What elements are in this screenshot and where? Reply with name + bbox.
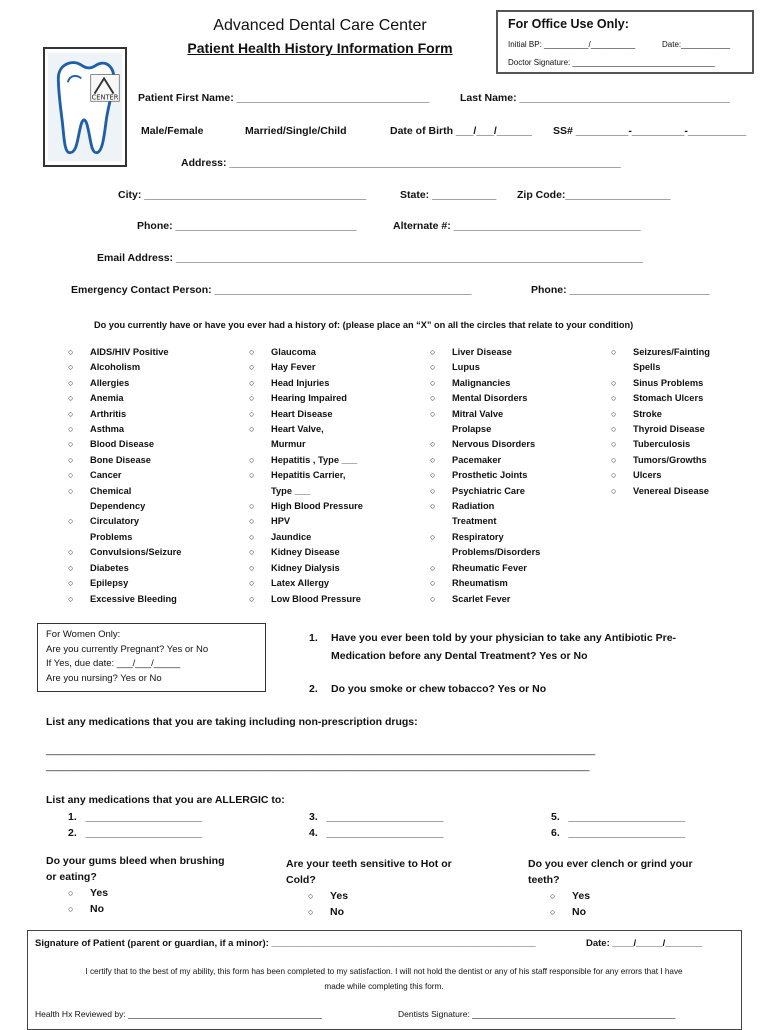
- circle-icon: ○: [68, 347, 74, 357]
- condition-label: Chemical: [90, 485, 132, 496]
- condition-glaucoma[interactable]: [249, 345, 363, 360]
- office-use-heading: For Office Use Only:: [508, 17, 629, 31]
- condition-label: Excessive Bleeding: [90, 593, 177, 604]
- condition-label: Psychiatric Care: [452, 485, 525, 496]
- women-only-heading: For Women Only:: [46, 629, 121, 640]
- condition-label: Seizures/Fainting: [633, 347, 710, 357]
- condition-psychiatric-care[interactable]: [430, 484, 540, 499]
- condition-label: Circulatory: [90, 516, 140, 527]
- circle-icon: ○: [249, 454, 255, 465]
- allergic-label: List any medications that you are ALLERGIC to:: [46, 794, 285, 806]
- condition-hearing-impaired[interactable]: [249, 391, 363, 406]
- circle-icon: ○: [68, 578, 74, 589]
- condition-label-cont: Problems: [90, 531, 133, 542]
- condition-radiation[interactable]: [430, 499, 540, 530]
- condition-convulsions-seizure[interactable]: [68, 545, 181, 560]
- condition-tuberculosis[interactable]: [611, 437, 710, 452]
- condition-venereal-disease[interactable]: [611, 484, 710, 499]
- allergic-item-5[interactable]: [551, 811, 685, 823]
- zip-field[interactable]: Zip Code:__________________: [517, 189, 671, 201]
- allergic-item-1-num: 1.: [68, 811, 77, 823]
- circle-icon: ○: [611, 424, 617, 435]
- condition-high-blood-pressure[interactable]: [249, 499, 363, 514]
- allergic-item-2-blank: ____________________: [85, 827, 203, 839]
- condition-stroke[interactable]: [611, 407, 710, 422]
- condition-head-injuries[interactable]: [249, 376, 363, 391]
- yes-label: Yes: [90, 887, 109, 899]
- condition-label: Diabetes: [90, 562, 129, 573]
- last-name-field[interactable]: Last Name: ____________________________________: [460, 92, 730, 104]
- clench-grind-no-option[interactable]: [550, 904, 693, 920]
- condition-label: Nervous Disorders: [452, 439, 536, 450]
- no-label: No: [572, 906, 586, 918]
- condition-blood-disease[interactable]: [68, 437, 181, 452]
- condition-label: Ulcers: [633, 470, 662, 481]
- condition-hepatitis-carrier[interactable]: [249, 468, 363, 499]
- circle-icon: ○: [68, 454, 74, 465]
- condition-label: Low Blood Pressure: [271, 593, 361, 604]
- circle-icon: ○: [68, 593, 74, 604]
- circle-icon: ○: [430, 485, 436, 496]
- circle-icon: ○: [611, 347, 617, 357]
- circle-icon: ○: [68, 904, 74, 914]
- circle-icon: ○: [430, 362, 436, 373]
- circle-icon: ○: [249, 531, 255, 542]
- condition-label: Kidney Disease: [271, 547, 340, 558]
- condition-sinus-problems[interactable]: [611, 376, 710, 391]
- allergic-item-6-num: 6.: [551, 827, 560, 839]
- condition-hay-fever[interactable]: [249, 360, 363, 375]
- circle-icon: ○: [430, 531, 436, 542]
- condition-label: Rheumatism: [452, 578, 508, 589]
- question-2-text: Do you smoke or chew tobacco? Yes or No: [331, 683, 547, 695]
- circle-icon: ○: [249, 393, 255, 404]
- circle-icon: ○: [249, 593, 255, 604]
- condition-mitral-valve[interactable]: [430, 407, 540, 438]
- question-1-line-1: Have you ever been told by your physician to take any Antibiotic Pre-: [331, 632, 677, 644]
- condition-diabetes[interactable]: [68, 561, 181, 576]
- signature-box: [27, 930, 742, 1030]
- condition-label: Convulsions/Seizure: [90, 547, 182, 558]
- allergic-item-3[interactable]: [309, 811, 443, 823]
- gums-bleed-line-2: or eating?: [46, 870, 97, 883]
- allergic-item-4-num: 4.: [309, 827, 318, 839]
- condition-anemia[interactable]: [68, 391, 181, 406]
- condition-label: Bone Disease: [90, 454, 151, 465]
- circle-icon: ○: [430, 439, 436, 450]
- condition-label: Venereal Disease: [633, 485, 709, 496]
- due-date-field[interactable]: If Yes, due date: ___/___/_____: [46, 658, 181, 669]
- condition-hepatitis-type[interactable]: [249, 453, 363, 468]
- circle-icon: ○: [249, 377, 255, 388]
- condition-kidney-disease[interactable]: [249, 545, 363, 560]
- condition-hpv[interactable]: [249, 514, 363, 529]
- condition-label: Epilepsy: [90, 578, 129, 589]
- circle-icon: ○: [430, 347, 436, 357]
- circle-icon: ○: [68, 377, 74, 388]
- condition-liver-disease[interactable]: [430, 345, 540, 360]
- condition-label: Rheumatic Fever: [452, 562, 527, 573]
- clinic-name: Advanced Dental Care Center: [213, 17, 427, 34]
- circle-icon: ○: [68, 408, 74, 419]
- condition-label: Malignancies: [452, 377, 511, 388]
- no-label: No: [90, 903, 104, 915]
- circle-icon: ○: [308, 907, 314, 917]
- circle-icon: ○: [430, 578, 436, 589]
- condition-bone-disease[interactable]: [68, 453, 181, 468]
- condition-label: Mental Disorders: [452, 393, 528, 404]
- phone-field[interactable]: Phone: _______________________________: [137, 220, 357, 232]
- condition-label: Sinus Problems: [633, 377, 704, 388]
- condition-label-cont: Dependency: [90, 501, 146, 512]
- condition-rheumatic-fever[interactable]: [430, 561, 540, 576]
- doctor-signature-field[interactable]: Doctor Signature: ________________________________: [508, 58, 715, 67]
- condition-heart-valve[interactable]: [249, 422, 363, 453]
- circle-icon: ○: [68, 424, 74, 435]
- condition-seizures-fainting[interactable]: [611, 345, 710, 376]
- clinic-logo: [43, 47, 127, 167]
- condition-label: Thyroid Disease: [633, 424, 705, 435]
- conditions-col-3: [430, 345, 540, 607]
- allergic-item-4[interactable]: [309, 827, 443, 839]
- medications-label: List any medications that you are taking including non-prescription drugs:: [46, 716, 418, 728]
- allergic-item-4-blank: ____________________: [326, 827, 444, 839]
- teeth-sensitive-yes-option[interactable]: [308, 888, 452, 904]
- certification-line-2: made while completing this form.: [324, 982, 444, 991]
- circle-icon: ○: [611, 393, 617, 404]
- initial-bp-field[interactable]: Initial BP: __________/__________: [508, 40, 636, 49]
- pregnant-question[interactable]: Are you currently Pregnant? Yes or No: [46, 643, 209, 655]
- circle-icon: ○: [249, 362, 255, 373]
- circle-icon: ○: [68, 516, 74, 527]
- condition-rheumatism[interactable]: [430, 576, 540, 591]
- circle-icon: ○: [611, 485, 617, 496]
- condition-alcoholism[interactable]: [68, 360, 181, 375]
- allergic-item-2[interactable]: [68, 827, 202, 839]
- circle-icon: ○: [550, 907, 556, 917]
- medications-line-2[interactable]: _______________________________________________________________________________________________: [46, 760, 590, 772]
- condition-jaundice[interactable]: [249, 530, 363, 545]
- question-1-line-2: Medication before any Dental Treatment? Yes or No: [331, 650, 588, 662]
- office-use-box: [496, 10, 754, 74]
- condition-label: Jaundice: [271, 531, 312, 542]
- question-1-number: 1.: [309, 632, 318, 644]
- alternate-phone-field[interactable]: Alternate #: ________________________________: [393, 220, 641, 232]
- condition-nervous-disorders[interactable]: [430, 437, 540, 452]
- gums-bleed-no-option[interactable]: [68, 901, 225, 917]
- condition-label: Prosthetic Joints: [452, 470, 528, 481]
- condition-label: Liver Disease: [452, 347, 512, 357]
- circle-icon: ○: [249, 470, 255, 481]
- condition-arthritis[interactable]: [68, 407, 181, 422]
- condition-ulcers[interactable]: [611, 468, 710, 483]
- form-title: Patient Health History Information Form: [187, 40, 453, 56]
- condition-mental-disorders[interactable]: [430, 391, 540, 406]
- conditions-col-1: [68, 345, 181, 607]
- condition-label: Stomach Ulcers: [633, 393, 704, 404]
- condition-lupus[interactable]: [430, 360, 540, 375]
- allergic-item-6-blank: ____________________: [568, 827, 686, 839]
- circle-icon: ○: [611, 408, 617, 419]
- condition-label: Hearing Impaired: [271, 393, 347, 404]
- reviewed-by-field[interactable]: Health Hx Reviewed by: _________________________________________: [35, 1009, 322, 1019]
- condition-heart-disease[interactable]: [249, 407, 363, 422]
- condition-pacemaker[interactable]: [430, 453, 540, 468]
- circle-icon: ○: [249, 547, 255, 558]
- circle-icon: ○: [249, 408, 255, 419]
- teeth-sensitive-question: [286, 857, 452, 920]
- circle-icon: ○: [611, 377, 617, 388]
- circle-icon: ○: [68, 888, 74, 898]
- condition-label: Hepatitis Carrier,: [271, 470, 346, 481]
- condition-label: Latex Allergy: [271, 578, 330, 589]
- condition-label: Anemia: [90, 393, 124, 404]
- condition-label: Cancer: [90, 470, 122, 481]
- circle-icon: ○: [611, 454, 617, 465]
- circle-icon: ○: [550, 891, 556, 901]
- certification-line-1: I certify that to the best of my ability, this form has been completed to my satisfaction. I will not hold the dentist or any of his staff responsible for any errors that I have: [85, 967, 683, 976]
- condition-label-cont: Problems/Disorders: [452, 547, 541, 558]
- nursing-question[interactable]: Are you nursing? Yes or No: [46, 672, 162, 684]
- condition-label: Hay Fever: [271, 362, 316, 373]
- svg-text:CENTER: CENTER: [91, 93, 119, 102]
- tooth-logo-icon: [45, 49, 125, 165]
- clench-grind-line-1: Do you ever clench or grind your: [528, 858, 693, 870]
- condition-label: AIDS/HIV Positive: [90, 347, 169, 357]
- condition-label: Tuberculosis: [633, 439, 691, 450]
- condition-latex-allergy[interactable]: [249, 576, 363, 591]
- condition-label: Mitral Valve: [452, 408, 504, 419]
- circle-icon: ○: [249, 424, 255, 435]
- circle-icon: ○: [249, 501, 255, 512]
- circle-icon: ○: [249, 347, 255, 357]
- condition-low-blood-pressure[interactable]: [249, 592, 363, 607]
- history-prompt: Do you currently have or have you ever had a history of: (please place an “X” on all the circles that relate to your condition): [94, 320, 634, 330]
- circle-icon: ○: [430, 408, 436, 419]
- allergic-item-3-num: 3.: [309, 811, 318, 823]
- clench-grind-line-2: teeth?: [528, 873, 560, 886]
- marital-status-field[interactable]: Married/Single/Child: [245, 125, 347, 137]
- circle-icon: ○: [249, 562, 255, 573]
- condition-respiratory[interactable]: [430, 530, 540, 561]
- allergic-item-3-blank: ____________________: [326, 811, 444, 823]
- condition-asthma[interactable]: [68, 422, 181, 437]
- allergic-item-5-blank: ____________________: [568, 811, 686, 823]
- condition-label-cont: Spells: [633, 362, 661, 373]
- dob-field[interactable]: Date of Birth ___/___/______: [390, 125, 532, 137]
- condition-label: Asthma: [90, 424, 125, 435]
- teeth-sensitive-no-option[interactable]: [308, 904, 452, 920]
- conditions-col-4: [611, 345, 710, 499]
- condition-kidney-dialysis[interactable]: [249, 561, 363, 576]
- clench-grind-yes-option[interactable]: [550, 888, 693, 904]
- condition-label-cont: Treatment: [452, 516, 497, 527]
- circle-icon: ○: [68, 547, 74, 558]
- circle-icon: ○: [249, 578, 255, 589]
- teeth-sensitive-line-2: Cold?: [286, 873, 316, 886]
- circle-icon: ○: [68, 439, 74, 450]
- gender-field[interactable]: Male/Female: [141, 125, 204, 137]
- circle-icon: ○: [249, 516, 255, 527]
- allergic-item-5-num: 5.: [551, 811, 560, 823]
- city-field[interactable]: City: ______________________________________: [118, 189, 367, 201]
- circle-icon: ○: [308, 891, 314, 901]
- women-only-box: [37, 623, 266, 692]
- condition-label-cont: Prolapse: [452, 424, 492, 435]
- condition-label: HPV: [271, 516, 291, 527]
- condition-aids-hiv-positive[interactable]: [68, 345, 181, 360]
- condition-prosthetic-joints[interactable]: [430, 468, 540, 483]
- office-date-field[interactable]: Date:___________: [662, 40, 731, 49]
- circle-icon: ○: [430, 470, 436, 481]
- circle-icon: ○: [430, 562, 436, 573]
- allergic-item-2-num: 2.: [68, 827, 77, 839]
- ssn-field[interactable]: SS# _________-_________-__________: [553, 125, 747, 137]
- email-field[interactable]: Email Address: ________________________________________________________________________________: [97, 252, 644, 264]
- condition-circulatory[interactable]: [68, 514, 181, 545]
- circle-icon: ○: [68, 562, 74, 573]
- condition-malignancies[interactable]: [430, 376, 540, 391]
- circle-icon: ○: [68, 470, 74, 481]
- condition-label: Blood Disease: [90, 439, 155, 450]
- yes-label: Yes: [330, 890, 349, 902]
- condition-label: Hepatitis , Type ___: [271, 454, 358, 465]
- medications-line-1[interactable]: ________________________________________________________________________________________________: [46, 744, 596, 756]
- gums-bleed-yes-option[interactable]: [68, 885, 225, 901]
- dentist-signature-field[interactable]: Dentists Signature: ___________________________________________: [398, 1009, 676, 1019]
- condition-label: Head Injuries: [271, 377, 330, 388]
- clench-grind-question: [528, 857, 693, 920]
- condition-thyroid-disease[interactable]: [611, 422, 710, 437]
- condition-label: Alcoholism: [90, 362, 141, 373]
- first-name-field[interactable]: Patient First Name: _________________________________: [138, 92, 430, 104]
- condition-label: Stroke: [633, 408, 662, 419]
- condition-label: Tumors/Growths: [633, 454, 707, 465]
- emergency-contact-field[interactable]: Emergency Contact Person: ____________________________________________: [71, 284, 472, 296]
- circle-icon: ○: [611, 439, 617, 450]
- address-field[interactable]: Address: ___________________________________________________________________: [181, 157, 621, 169]
- signature-date-field[interactable]: Date: ____/_____/_______: [586, 938, 703, 949]
- condition-epilepsy[interactable]: [68, 576, 181, 591]
- allergic-item-1-blank: ____________________: [85, 811, 203, 823]
- teeth-sensitive-line-1: Are your teeth sensitive to Hot or: [286, 858, 452, 870]
- condition-label: Heart Valve,: [271, 424, 324, 435]
- condition-label: Heart Disease: [271, 408, 333, 419]
- condition-tumors-growths[interactable]: [611, 453, 710, 468]
- condition-label: Pacemaker: [452, 454, 502, 465]
- circle-icon: ○: [68, 362, 74, 373]
- gums-bleed-line-1: Do your gums bleed when brushing: [46, 855, 225, 867]
- question-2-number: 2.: [309, 683, 318, 695]
- patient-signature-field[interactable]: Signature of Patient (parent or guardian, if a minor): __________________________________________________: [35, 938, 536, 949]
- condition-label: Scarlet Fever: [452, 593, 511, 604]
- condition-chemical[interactable]: [68, 484, 181, 515]
- condition-label: Respiratory: [452, 531, 504, 542]
- condition-label: Radiation: [452, 501, 495, 512]
- gums-bleed-question: [46, 854, 225, 917]
- yes-label: Yes: [572, 890, 591, 902]
- circle-icon: ○: [430, 393, 436, 404]
- conditions-col-2: [249, 345, 363, 607]
- allergic-item-6[interactable]: [551, 827, 685, 839]
- condition-label: Kidney Dialysis: [271, 562, 340, 573]
- condition-allergies[interactable]: [68, 376, 181, 391]
- state-field[interactable]: State: ___________: [400, 189, 497, 201]
- condition-cancer[interactable]: [68, 468, 181, 483]
- allergic-item-1[interactable]: [68, 811, 202, 823]
- condition-label-cont: Type ___: [271, 485, 311, 496]
- condition-excessive-bleeding[interactable]: [68, 592, 181, 607]
- emergency-phone-field[interactable]: Phone: ________________________: [531, 284, 710, 296]
- condition-label-cont: Murmur: [271, 439, 306, 450]
- condition-label: High Blood Pressure: [271, 501, 363, 512]
- circle-icon: ○: [611, 470, 617, 481]
- condition-label: Arthritis: [90, 408, 127, 419]
- circle-icon: ○: [430, 501, 436, 512]
- circle-icon: ○: [430, 377, 436, 388]
- condition-label: Glaucoma: [271, 347, 316, 357]
- circle-icon: ○: [430, 593, 436, 604]
- circle-icon: ○: [68, 393, 74, 404]
- no-label: No: [330, 906, 344, 918]
- condition-label: Lupus: [452, 362, 480, 373]
- condition-stomach-ulcers[interactable]: [611, 391, 710, 406]
- condition-label: Allergies: [90, 377, 130, 388]
- condition-scarlet-fever[interactable]: [430, 592, 540, 607]
- circle-icon: ○: [430, 454, 436, 465]
- circle-icon: ○: [68, 485, 74, 496]
